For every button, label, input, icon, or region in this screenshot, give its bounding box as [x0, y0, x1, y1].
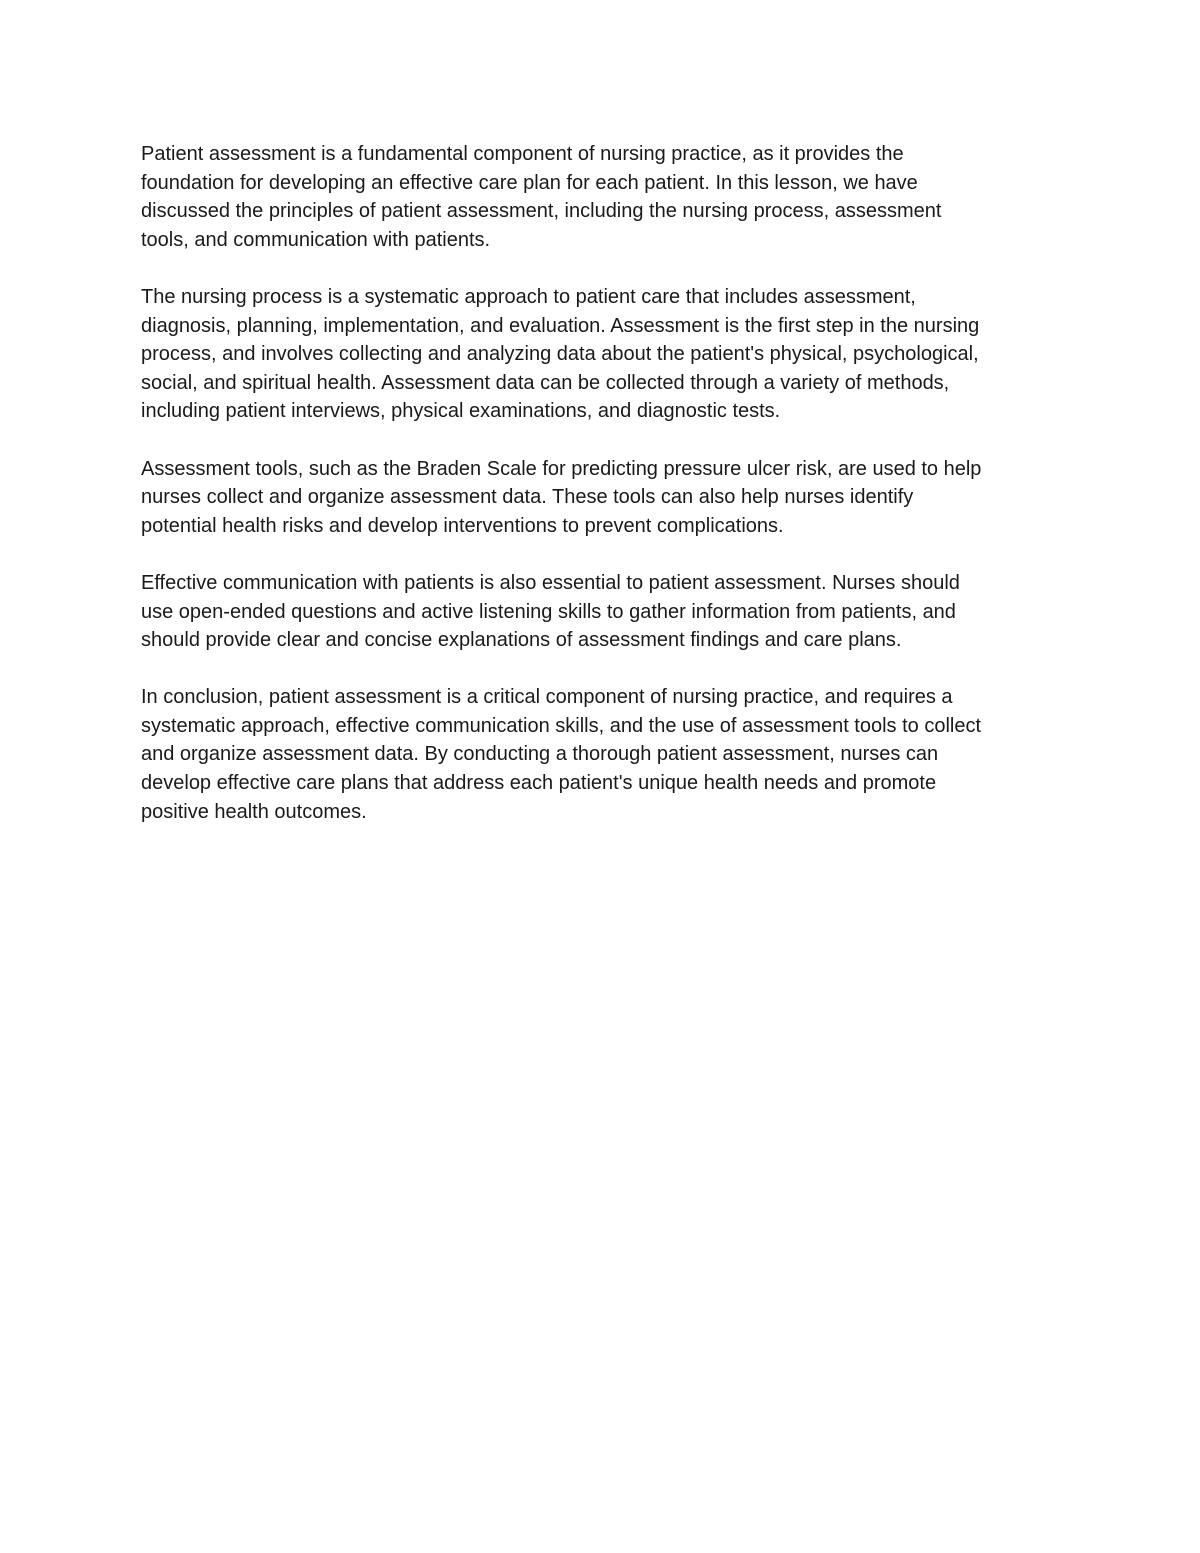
paragraph-line: should provide clear and concise explanations of assessment findings and care plans. — [141, 629, 902, 652]
paragraph-line: develop effective care plans that address each patient's unique health needs and promote — [141, 772, 937, 795]
paragraph-line: In conclusion, patient assessment is a critical component of nursing practice, and requires a — [141, 686, 953, 709]
paragraph-line: Effective communication with patients is also essential to patient assessment. Nurses should — [141, 571, 960, 594]
document-body — [141, 140, 1061, 855]
paragraph-line: use open-ended questions and active listening skills to gather information from patients, and — [141, 600, 956, 623]
paragraph-intro — [141, 140, 1061, 254]
paragraph-line: and organize assessment data. By conducting a thorough patient assessment, nurses can — [141, 743, 939, 766]
paragraph-line: process, and involves collecting and analyzing data about the patient's physical, psychological, — [141, 343, 979, 366]
paragraph-line: foundation for developing an effective care plan for each patient. In this lesson, we have — [141, 171, 918, 194]
paragraph-line: Assessment tools, such as the Braden Scale for predicting pressure ulcer risk, are used to help — [141, 457, 982, 480]
paragraph-communication — [141, 569, 1061, 655]
paragraph-line: systematic approach, effective communication skills, and the use of assessment tools to collect — [141, 714, 982, 737]
paragraph-line: positive health outcomes. — [141, 800, 367, 823]
paragraph-line: tools, and communication with patients. — [141, 228, 491, 251]
paragraph-line: including patient interviews, physical examinations, and diagnostic tests. — [141, 400, 781, 423]
paragraph-line: Patient assessment is a fundamental component of nursing practice, as it provides the — [141, 143, 904, 165]
paragraph-line: potential health risks and develop interventions to prevent complications. — [141, 514, 784, 537]
paragraph-line: discussed the principles of patient assessment, including the nursing process, assessment — [141, 200, 942, 223]
paragraph-line: The nursing process is a systematic approach to patient care that includes assessment, — [141, 285, 916, 308]
paragraph-nursing-process — [141, 283, 1061, 426]
paragraph-line: social, and spiritual health. Assessment data can be collected through a variety of methods, — [141, 371, 950, 394]
paragraph-line: diagnosis, planning, implementation, and evaluation. Assessment is the first step in the nursing — [141, 314, 980, 337]
paragraph-line: nurses collect and organize assessment data. These tools can also help nurses identify — [141, 486, 914, 509]
paragraph-assessment-tools — [141, 455, 1061, 541]
paragraph-conclusion — [141, 683, 1061, 826]
